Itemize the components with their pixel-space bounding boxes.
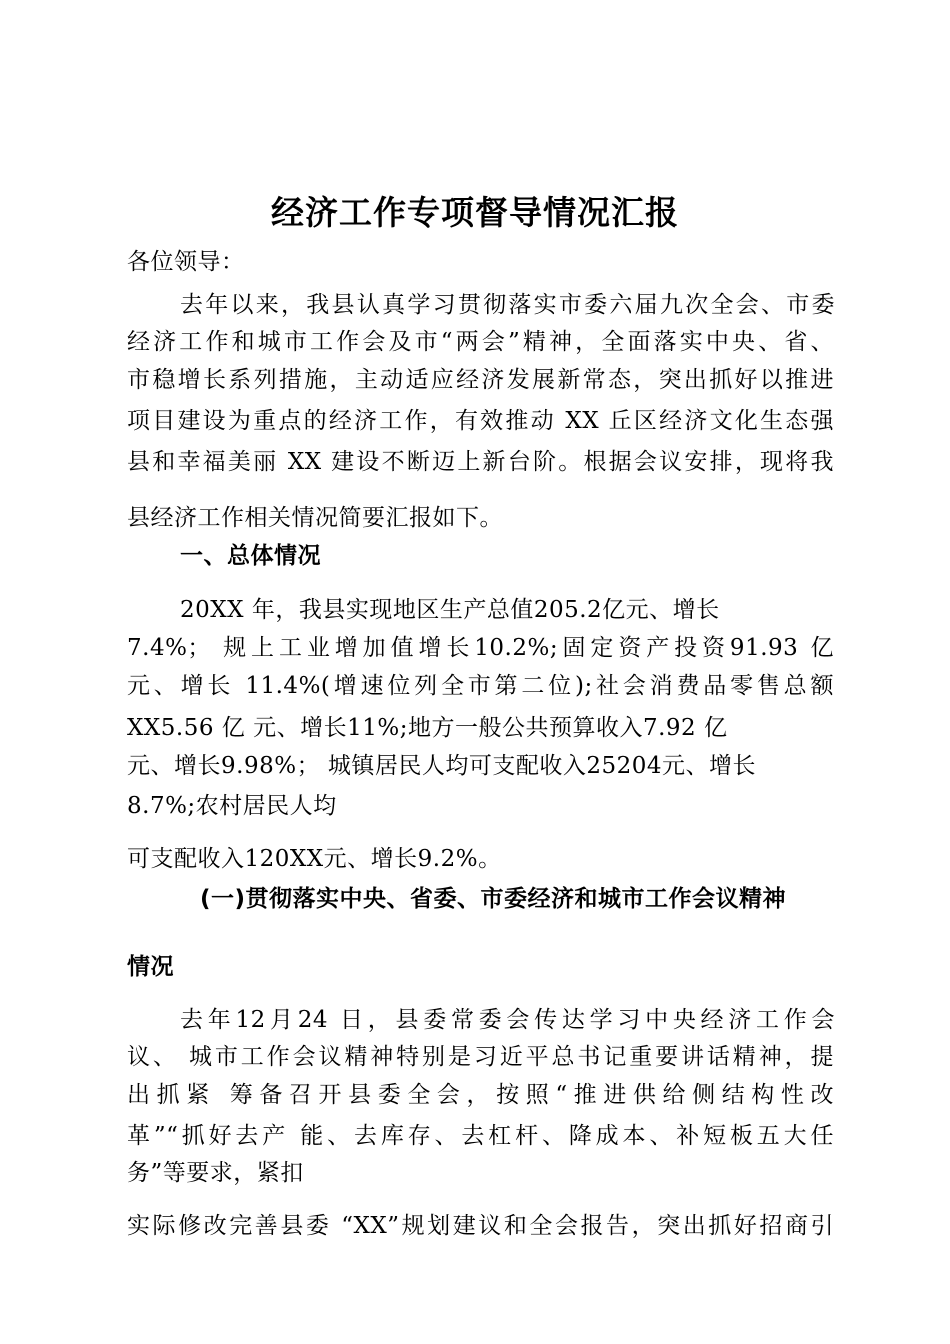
subsection-heading: (一)贯彻落实中央、省委、市委经济和城市工作会议精神 (200, 886, 787, 912)
section-paragraph-line: 可支配收入120XX元、增长9.2%。 (127, 846, 502, 872)
section-paragraph-line: 8.7%;农村居民人均 (127, 793, 337, 819)
intro-line: 县经济工作相关情况简要汇报如下。 (127, 505, 503, 531)
salutation: 各位领导： (127, 249, 245, 275)
section-heading: 一、总体情况 (180, 543, 321, 569)
section-paragraph-line: 元、增长9.98%； 城镇居民人均可支配收入25204元、增长 (127, 753, 757, 779)
intro-line: 项目建设为重点的经济工作，有效推动 XX 丘区经济文化生态强 (127, 408, 834, 434)
subsection-paragraph-line: 出抓紧 筹备召开县委全会，按照“推进供给侧结构性改 (127, 1082, 834, 1108)
document-title: 经济工作专项督导情况汇报 (271, 193, 679, 232)
subsection-paragraph-line: 革”“抓好去产 能、去库存、去杠杆、降成本、补短板五大任 (127, 1123, 834, 1149)
section-paragraph-line: 7.4%； 规上工业增加值增长10.2%;固定资产投资91.93 亿 (127, 635, 834, 661)
subsection-paragraph-line: 务”等要求，紧扣 (127, 1160, 304, 1186)
intro-line: 经济工作和城市工作会及市“两会”精神，全面落实中央、省、 (127, 329, 834, 355)
subsection-paragraph-line: 去年12月24 日，县委常委会传达学习中央经济工作会 (180, 1007, 835, 1033)
section-paragraph-line: XX5.56 亿 元、增长11%;地方一般公共预算收入7.92 亿 (127, 715, 728, 741)
subsection-paragraph-line: 实际修改完善县委 “XX”规划建议和全会报告，突出抓好招商引 (127, 1213, 834, 1239)
intro-line: 去年以来，我县认真学习贯彻落实市委六届九次全会、市委 (180, 292, 835, 318)
section-paragraph-line: 元、增长 11.4%(增速位列全市第二位);社会消费品零售总额 (127, 673, 834, 699)
subsection-heading-continued: 情况 (127, 954, 174, 980)
intro-line: 县和幸福美丽 XX 建设不断迈上新台阶。根据会议安排，现将我 (127, 449, 834, 475)
intro-line: 市稳增长系列措施，主动适应经济发展新常态，突出抓好以推进 (127, 367, 834, 393)
section-paragraph-line: 20XX 年，我县实现地区生产总值205.2亿元、增长 (180, 597, 720, 623)
subsection-paragraph-line: 议、 城市工作会议精神特别是习近平总书记重要讲话精神，提 (127, 1044, 834, 1070)
